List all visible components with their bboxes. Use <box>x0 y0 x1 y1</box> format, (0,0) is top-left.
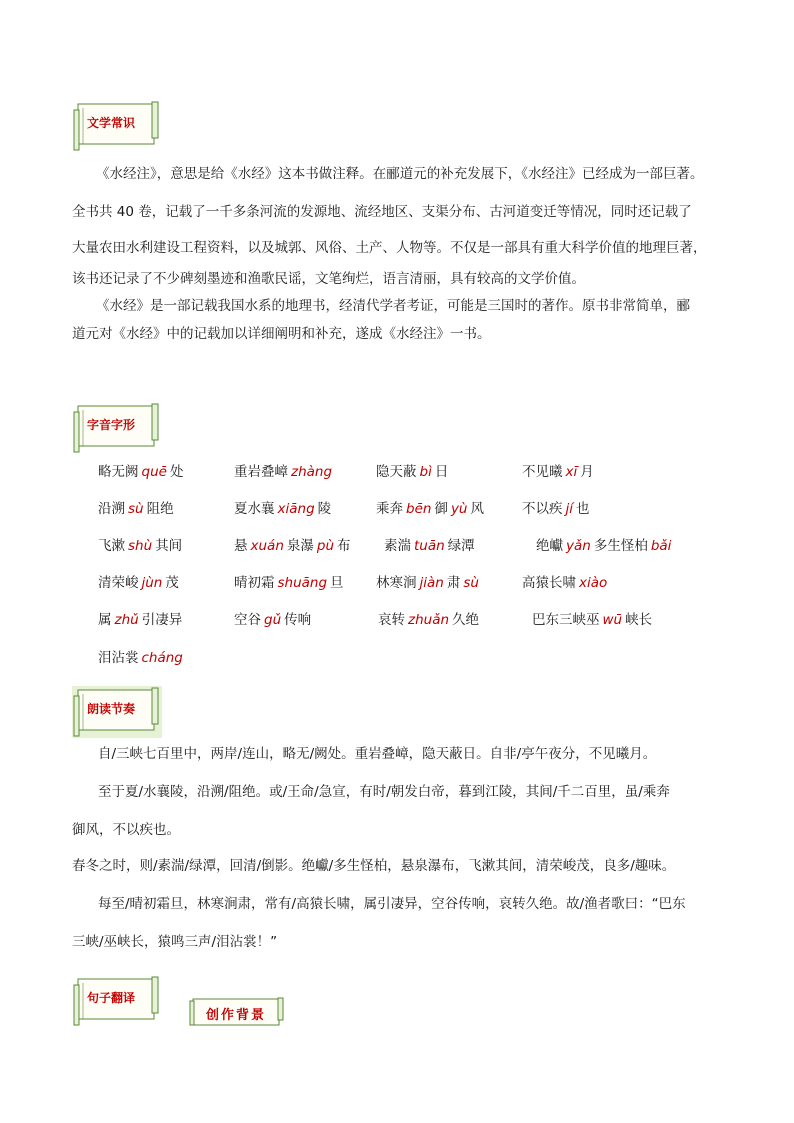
pinyin-word: 绿潭 <box>447 538 475 554</box>
pinyin-word: 沿溯 <box>98 501 125 517</box>
pinyin-entry <box>98 646 186 666</box>
reading-line: 每至/晴初霜旦，林寒涧肃，常有/高猿长啸，属引凄异，空谷传响，哀转久绝。故/渔者歌曰：“巴东 <box>98 896 686 912</box>
pinyin-word: 悬 <box>234 538 248 554</box>
pinyin-word: 素湍 <box>384 538 411 554</box>
pinyin-reading: zhǔ <box>114 612 139 628</box>
pinyin-reading: jí <box>565 501 574 517</box>
pinyin-word: 夏水襄 <box>234 501 275 517</box>
literature-line: 道元对《水经》中的记载加以详细阐明和补充，遂成《水经注》一书。 <box>72 326 491 342</box>
pinyin-reading: xī <box>565 464 578 480</box>
pinyin-word: 日 <box>434 464 449 480</box>
pinyin-reading: gǔ <box>264 612 282 628</box>
pinyin-reading: yù <box>450 501 468 517</box>
pinyin-entry <box>536 534 674 554</box>
pinyin-entry <box>98 571 179 591</box>
pinyin-reading: xiāng <box>277 501 315 517</box>
pinyin-reading: xiào <box>579 575 608 591</box>
pinyin-word: 空谷 <box>234 612 261 628</box>
pinyin-word: 属 <box>98 612 112 628</box>
pinyin-word: 林寒涧 <box>376 575 417 591</box>
pinyin-word: 绝巘 <box>536 538 563 554</box>
section-header-literature <box>72 100 156 146</box>
pinyin-word: 峡长 <box>625 612 653 628</box>
pinyin-entry <box>98 460 183 480</box>
pinyin-word: 旦 <box>330 575 344 591</box>
pinyin-word: 泉瀑 <box>286 538 314 554</box>
pinyin-entry <box>234 534 351 554</box>
section-title: 文学常识 <box>86 116 135 130</box>
pinyin-reading: bēn <box>406 501 432 517</box>
pinyin-word: 清荣峻 <box>98 575 139 591</box>
pinyin-reading: pù <box>316 538 335 554</box>
section-title: 句子翻译 <box>86 991 135 1005</box>
section-header-translation <box>72 975 156 1021</box>
pinyin-word: 陵 <box>317 501 332 517</box>
pinyin-word: 御 <box>434 501 448 517</box>
literature-line: 该书还记录了不少碑刻墨迹和渔歌民谣，文笔绚烂，语言清丽，具有较高的文学价值。 <box>72 271 585 287</box>
pinyin-word: 茂 <box>165 575 179 591</box>
pinyin-reading: sù <box>463 575 479 591</box>
pinyin-entry <box>522 460 594 480</box>
pinyin-entry <box>376 571 482 591</box>
section-header-pronunciation <box>72 402 156 448</box>
pinyin-reading: xuán <box>250 538 284 554</box>
pinyin-reading: shù <box>128 538 153 554</box>
pinyin-entry <box>522 571 610 591</box>
pinyin-word: 风 <box>470 501 484 517</box>
pinyin-reading: zhuǎn <box>408 612 450 628</box>
pinyin-entry <box>234 460 335 480</box>
pinyin-word: 阻绝 <box>146 501 174 517</box>
pinyin-word: 久绝 <box>452 612 480 628</box>
pinyin-word: 其间 <box>155 538 183 554</box>
pinyin-entry <box>378 608 479 628</box>
pinyin-word: 泪沾裳 <box>98 650 139 666</box>
pinyin-entry <box>98 497 174 517</box>
pinyin-word: 重岩叠嶂 <box>234 464 288 480</box>
pinyin-word: 晴初霜 <box>234 575 275 591</box>
pinyin-reading: shuāng <box>277 575 328 591</box>
pinyin-reading: bǎi <box>650 538 672 554</box>
literature-line: 《水经》是一部记载我国水系的地理书，经清代学者考证，可能是三国时的著作。原书非常简单，郦 <box>96 298 690 314</box>
pinyin-entry <box>234 608 311 628</box>
pinyin-reading: tuān <box>414 538 445 554</box>
pinyin-entry <box>234 497 331 517</box>
reading-line: 御风，不以疾也。 <box>72 822 180 838</box>
pinyin-reading: jùn <box>141 575 163 591</box>
reading-line: 自/三峡七百里中，两岸/连山，略无/阙处。重岩叠嶂，隐天蔽日。自非/亭午夜分，不见曦月。 <box>98 746 657 762</box>
pinyin-word: 布 <box>337 538 351 554</box>
pinyin-word: 引凄异 <box>141 612 183 628</box>
section-header-reading <box>72 686 156 732</box>
pinyin-word: 多生怪柏 <box>593 538 648 554</box>
pinyin-reading: cháng <box>141 650 183 666</box>
pinyin-word: 肃 <box>446 575 461 591</box>
reading-line: 三峡/巫峡长，猿鸣三声/泪沾裳！” <box>72 934 278 950</box>
pinyin-entry <box>376 497 484 517</box>
pinyin-word: 不见曦 <box>522 464 563 480</box>
pinyin-entry <box>384 534 475 554</box>
section-header-background <box>189 997 283 1025</box>
pinyin-word: 巴东三峡巫 <box>532 612 600 628</box>
pinyin-word: 不以疾 <box>522 501 563 517</box>
section-title: 创作背景 <box>205 1008 266 1023</box>
pinyin-reading: jiàn <box>419 575 444 591</box>
pinyin-word: 也 <box>576 501 590 517</box>
pinyin-entry <box>98 608 182 628</box>
pinyin-word: 传响 <box>284 612 312 628</box>
literature-line: 大量农田水利建设工程资料，以及城郭、风俗、土产、人物等。不仅是一部具有重大科学价值的地理巨著， <box>72 240 707 256</box>
literature-line: 《水经注》，意思是给《水经》这本书做注释。在郦道元的补充发展下，《水经注》已经成为一部巨著。 <box>96 166 704 182</box>
section-title: 字音字形 <box>86 418 135 432</box>
reading-line: 至于夏/水襄陵，沿溯/阻绝。或/王命/急宣，有时/朝发白帝，暮到江陵，其间/千二百里，虽/乘奔 <box>98 784 670 800</box>
pinyin-word: 月 <box>580 464 594 480</box>
pinyin-word: 飞漱 <box>98 538 125 554</box>
literature-line: 全书共 40 卷，记载了一千多条河流的发源地、流经地区、支渠分布、古河道变迁等情况，同时还记载了 <box>72 204 692 220</box>
pinyin-word: 哀转 <box>378 612 405 628</box>
pinyin-reading: wū <box>602 612 623 628</box>
pinyin-entry <box>376 460 448 480</box>
pinyin-word: 乘奔 <box>376 501 403 517</box>
pinyin-reading: sù <box>128 501 144 517</box>
pinyin-entry <box>522 497 590 517</box>
section-title: 朗读节奏 <box>86 702 135 716</box>
pinyin-word: 处 <box>169 464 184 480</box>
pinyin-word: 高猿长啸 <box>522 575 576 591</box>
pinyin-entry <box>532 608 652 628</box>
reading-line: 春冬之时，则/素湍/绿潭，回清/倒影。绝巘/多生怪柏，悬泉瀑布，飞漱其间，清荣峻茂，良多/趣味。 <box>72 858 676 874</box>
pinyin-entry <box>234 571 344 591</box>
pinyin-reading: quē <box>141 464 167 480</box>
pinyin-reading: yǎn <box>566 538 591 554</box>
pinyin-reading: zhàng <box>291 464 333 480</box>
pinyin-entry <box>98 534 182 554</box>
pinyin-word: 略无阙 <box>98 464 139 480</box>
pinyin-word: 隐天蔽 <box>376 464 417 480</box>
pinyin-reading: bì <box>419 464 432 480</box>
